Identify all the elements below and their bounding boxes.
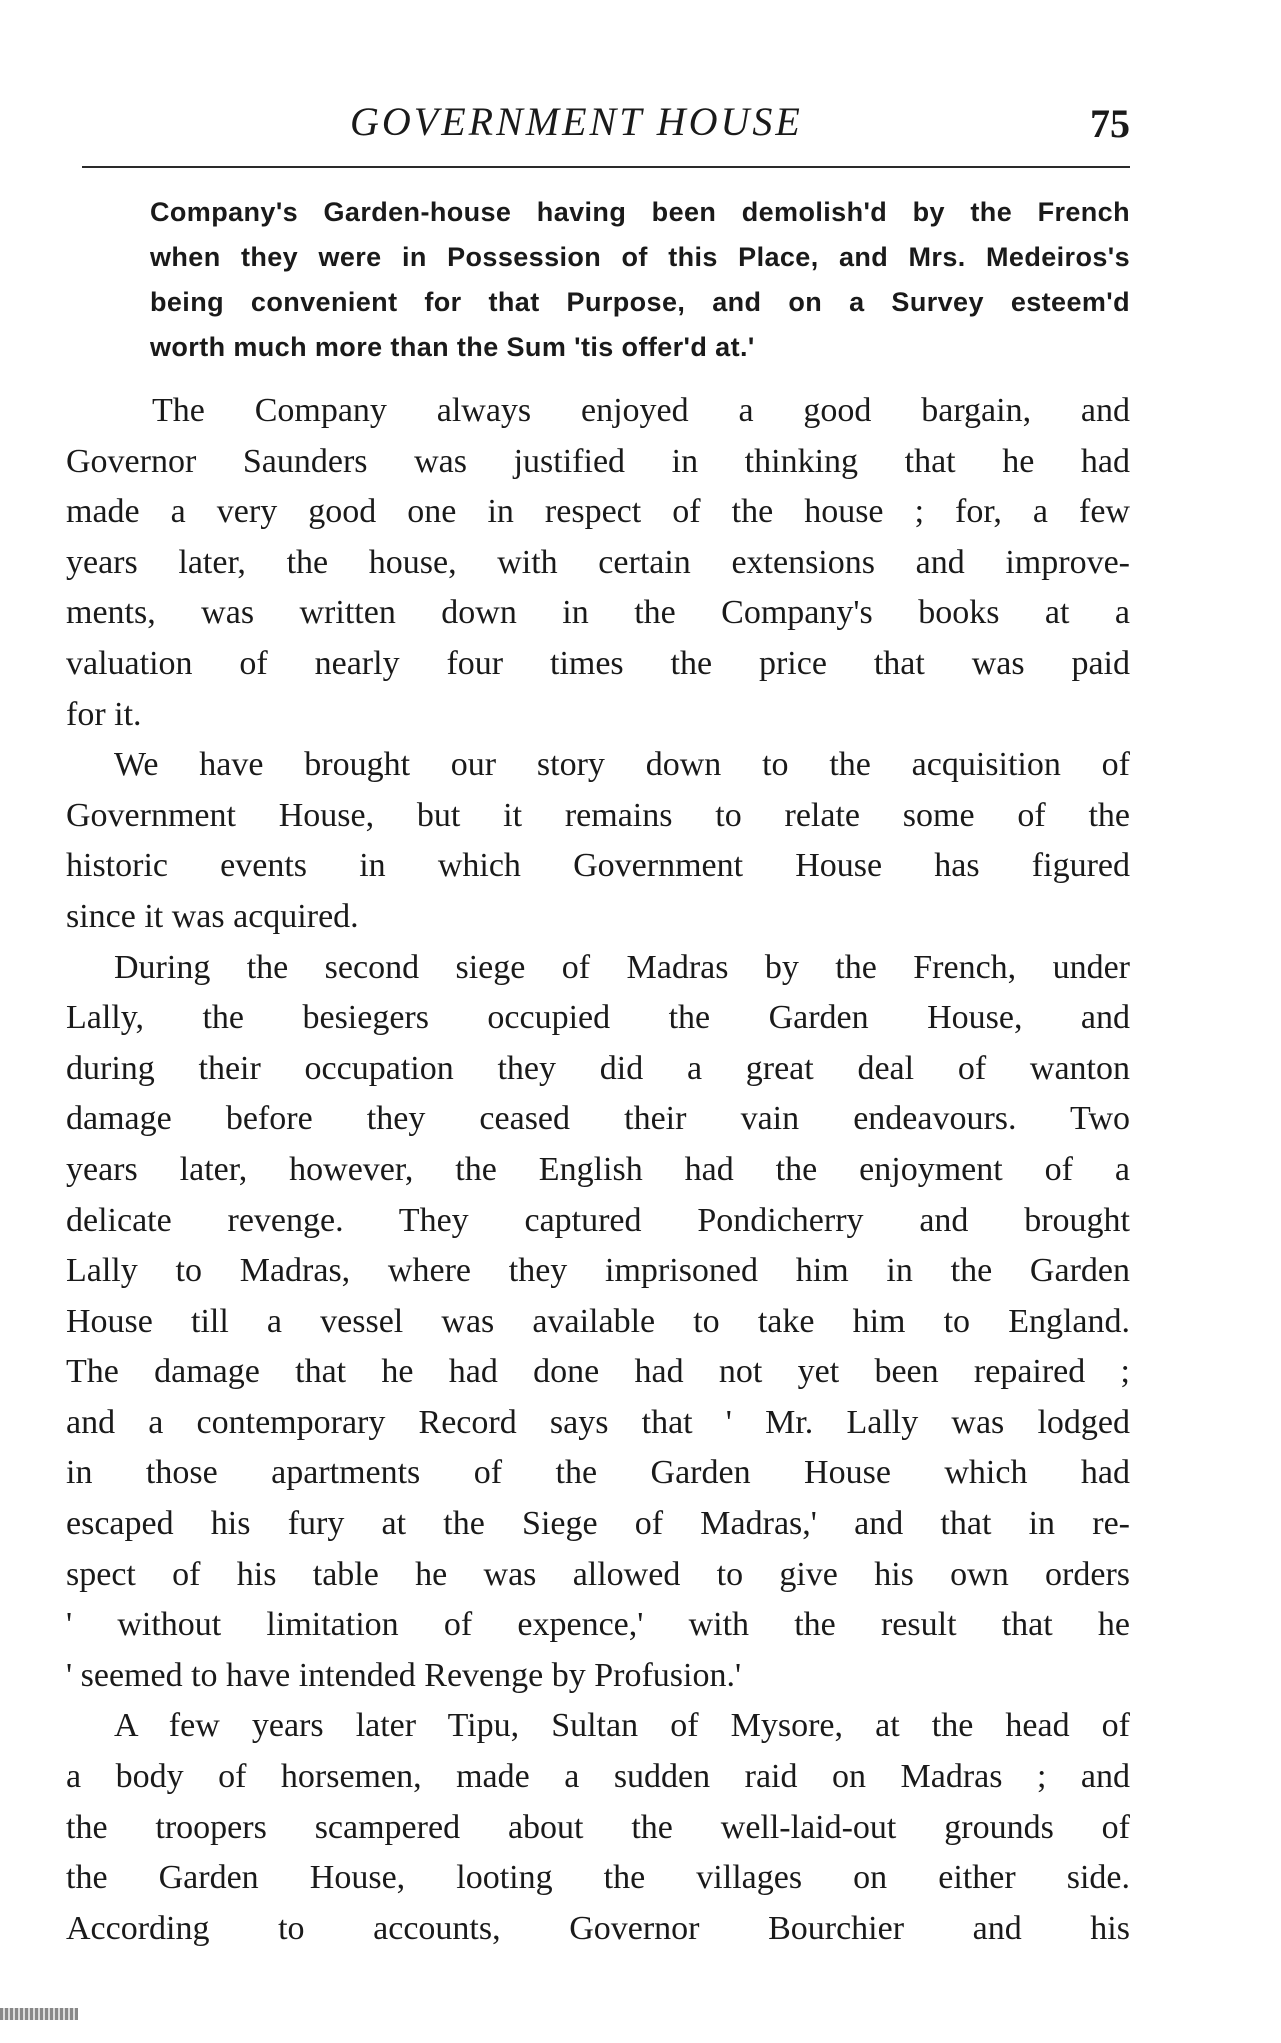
text-line: since it was acquired. (66, 897, 359, 935)
text-line: Lally, the besiegers occupied the Garden House, and (66, 999, 1130, 1037)
text-line: ments, was written down in the Company's books at a (66, 594, 1130, 632)
text-line: House till a vessel was available to take him to England. (66, 1302, 1130, 1340)
text-line: Lally to Madras, where they imprisoned him in the Garden (66, 1252, 1130, 1290)
text-line: the troopers scampered about the well-laid-out grounds of (66, 1808, 1130, 1846)
text-line: for it. (66, 695, 142, 733)
body-text (66, 386, 1130, 1954)
page-number: 75 (1090, 101, 1130, 146)
text-line: made a very good one in respect of the house ; for, a few (66, 493, 1130, 531)
text-line: spect of his table he was allowed to give his own orders (66, 1555, 1130, 1593)
text-line: a body of horsemen, made a sudden raid on Madras ; and (66, 1758, 1130, 1796)
text-line: historic events in which Government House has figured (66, 847, 1130, 885)
quoted-extract (150, 190, 1130, 370)
scan-edge-mark (0, 2008, 78, 2020)
text-line: Governor Saunders was justified in thinking that he had (66, 442, 1130, 480)
text-line: Government House, but it remains to relate some of the (66, 796, 1130, 834)
text-line: According to accounts, Governor Bourchier and his (66, 1909, 1130, 1947)
text-line: The damage that he had done had not yet been repaired ; (66, 1353, 1130, 1391)
text-line: in those apartments of the Garden House which had (66, 1454, 1130, 1492)
text-line: ' seemed to have intended Revenge by Profusion.' (66, 1656, 742, 1694)
text-line: and a contemporary Record says that ' Mr. Lally was lodged (66, 1403, 1130, 1441)
quote-line: when they were in Possession of this Place, and Mrs. Medeiros's (150, 242, 1130, 272)
paragraph (66, 386, 1130, 740)
paragraph (66, 943, 1130, 1702)
text-line: During the second siege of Madras by the French, under (114, 948, 1130, 986)
text-line: We have brought our story down to the acquisition of (114, 746, 1130, 784)
quote-line: worth much more than the Sum 'tis offer'd at.' (150, 332, 755, 362)
text-line: delicate revenge. They captured Pondicherry and brought (66, 1201, 1130, 1239)
text-line: escaped his fury at the Siege of Madras,' and that in re- (66, 1505, 1130, 1543)
text-line: the Garden House, looting the villages on either side. (66, 1859, 1130, 1897)
quote-line: being convenient for that Purpose, and on a Survey esteem'd (150, 287, 1130, 317)
page-header (80, 98, 1130, 158)
text-line: during their occupation they did a great deal of wanton (66, 1049, 1130, 1087)
quote-line: Company's Garden-house having been demolish'd by the French (150, 197, 1130, 227)
text-line: A few years later Tipu, Sultan of Mysore, at the head of (114, 1707, 1130, 1745)
text-line: years later, however, the English had the enjoyment of a (66, 1150, 1130, 1188)
running-title: GOVERNMENT HOUSE (350, 99, 803, 144)
paragraph (66, 740, 1130, 942)
text-line: valuation of nearly four times the price that was paid (66, 644, 1130, 682)
text-line: The Company always enjoyed a good bargain, and (152, 392, 1130, 429)
text-line: ' without limitation of expence,' with the result that he (66, 1606, 1130, 1644)
text-line: damage before they ceased their vain endeavours. Two (66, 1100, 1130, 1138)
header-rule (82, 166, 1130, 168)
text-line: years later, the house, with certain extensions and improve- (66, 543, 1130, 581)
paragraph (66, 1701, 1130, 1954)
